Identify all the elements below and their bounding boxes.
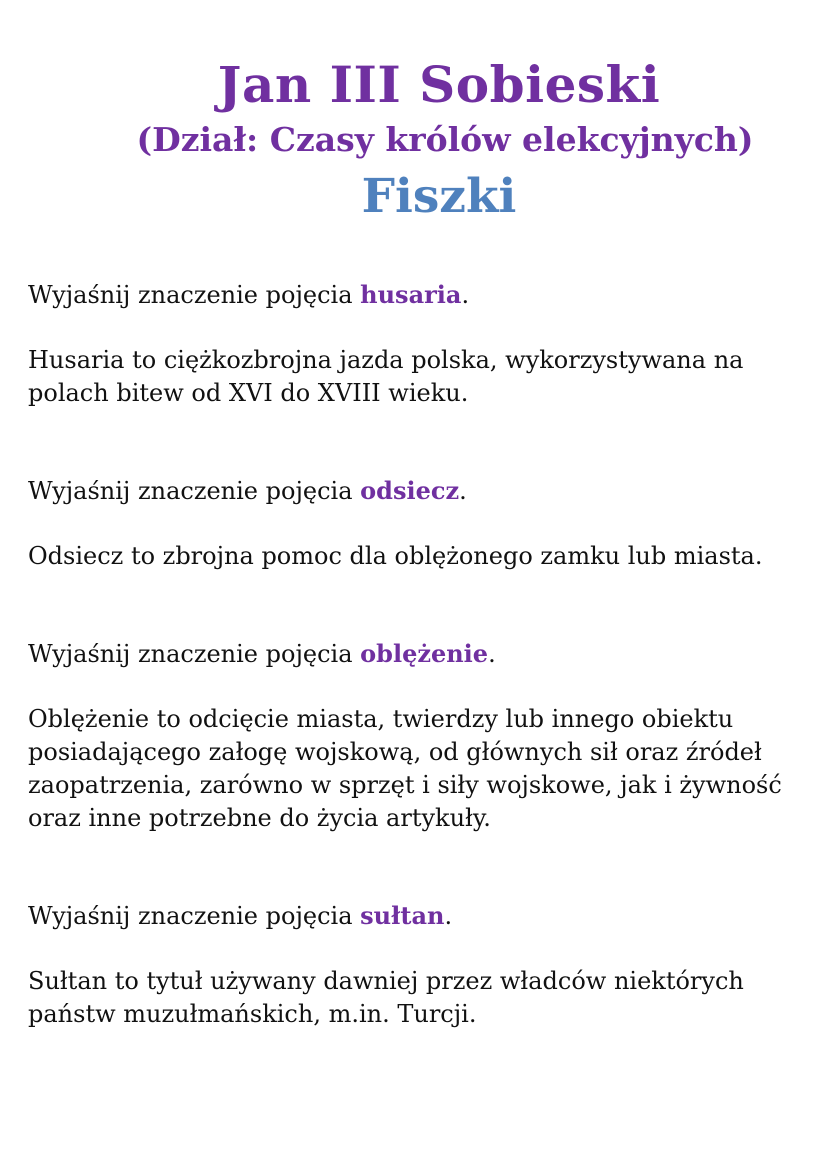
flashcard-answer: Oblężenie to odcięcie miasta, twierdzy lub innego obiektu posiadającego załogę wojskową, od głównych sił oraz źródeł zaopatrzenia, zarówno w sprzęt i siły wojskowe, jak i żywność oraz inne potrzebne do życia artykuły. — [28, 705, 782, 832]
flashcard — [28, 278, 798, 410]
flashcard-list — [28, 278, 798, 1031]
flashcard-answer: Husaria to ciężkozbrojna jazda polska, wykorzystywana na polach bitew od XVI do XVIII wieku. — [28, 346, 744, 407]
flashcard — [28, 474, 798, 573]
flashcard — [28, 637, 798, 835]
question-prompt: Wyjaśnij znaczenie pojęcia — [28, 477, 361, 505]
flashcard-question — [28, 474, 798, 508]
question-term: sułtan — [360, 901, 445, 930]
flashcard — [28, 899, 798, 1031]
question-prompt: Wyjaśnij znaczenie pojęcia — [28, 902, 361, 930]
flashcard-answer: Odsiecz to zbrojna pomoc dla oblężonego zamku lub miasta. — [28, 542, 763, 570]
flashcard-question — [28, 637, 798, 671]
question-term: odsiecz — [360, 476, 460, 505]
flashcard-answer: Sułtan to tytuł używany dawniej przez władców niektórych państw muzułmańskich, m.in. Turcji. — [28, 967, 744, 1028]
question-prompt: Wyjaśnij znaczenie pojęcia — [28, 281, 361, 309]
question-end: . — [488, 640, 496, 668]
question-end: . — [461, 281, 470, 309]
question-term: husaria — [360, 280, 462, 309]
section-subtitle: (Dział: Czasy królów elekcyjnych) — [136, 120, 754, 159]
document-kind-heading: Fiszki — [361, 169, 517, 224]
flashcard-question — [28, 278, 798, 312]
question-end: . — [459, 477, 467, 505]
flashcard-question — [28, 899, 798, 933]
question-prompt: Wyjaśnij znaczenie pojęcia — [28, 640, 361, 668]
page-title: Jan III Sobieski — [217, 55, 661, 114]
question-end: . — [444, 902, 453, 930]
question-term: oblężenie — [360, 639, 489, 668]
